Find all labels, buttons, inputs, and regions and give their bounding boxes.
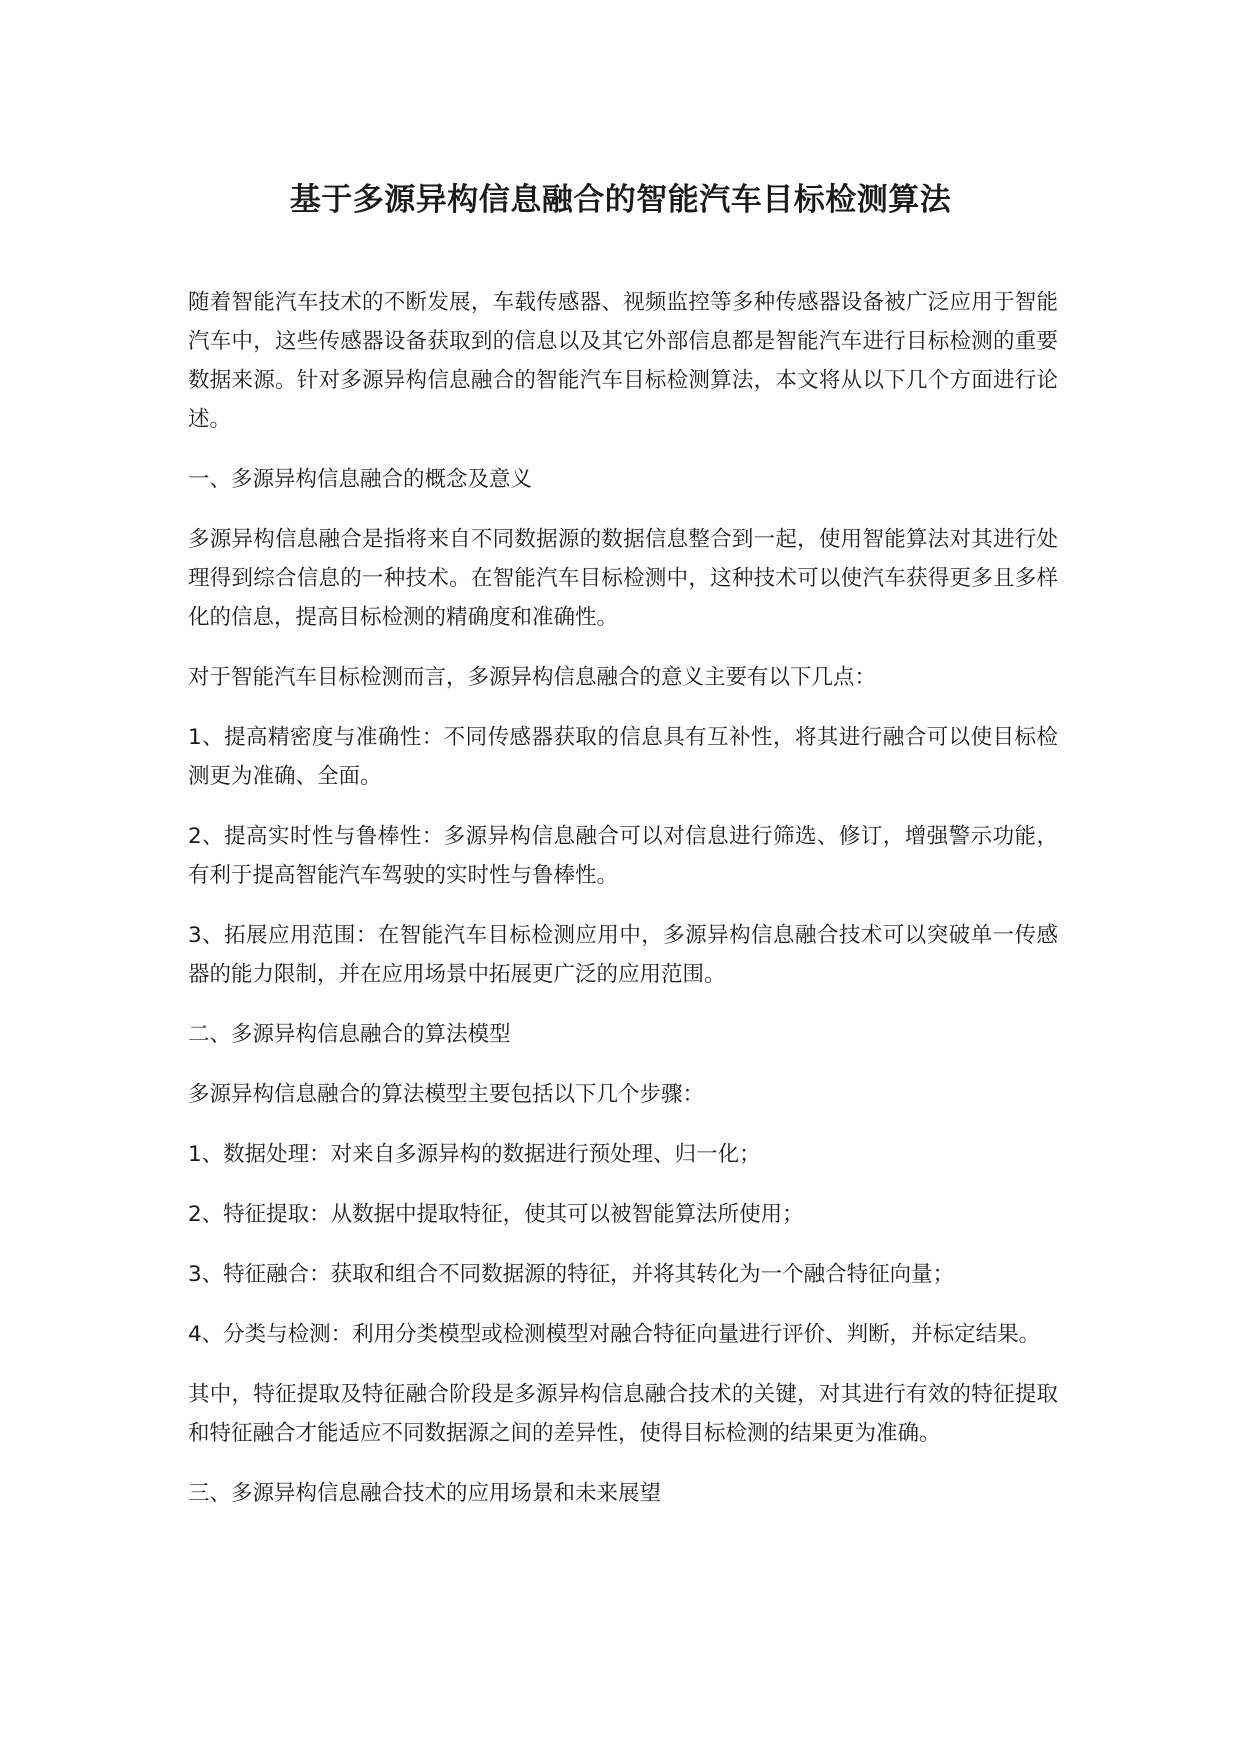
list-item-step-2: 2、特征提取：从数据中提取特征，使其可以被智能算法所使用； — [188, 1202, 804, 1227]
list-item-step-3: 3、特征融合：获取和组合不同数据源的特征，并将其转化为一个融合特征向量； — [188, 1262, 955, 1287]
list-item-significance-3: 3、拓展应用范围：在智能汽车目标检测应用中，多源异构信息融合技术可以突破单一传感器的能力限制，并在应用场景中拓展更广泛的应用范围。 — [188, 923, 1058, 987]
list-item-step-4: 4、分类与检测：利用分类模型或检测模型对融合特征向量进行评价、判断，并标定结果。 — [188, 1322, 1041, 1347]
section-heading-2: 二、多源异构信息融合的算法模型 — [188, 1022, 511, 1047]
list-item-significance-2: 2、提高实时性与鲁棒性：多源异构信息融合可以对信息进行筛选、修订，增强警示功能，有利于提高智能汽车驾驶的实时性与鲁棒性。 — [188, 824, 1058, 888]
list-item-step-1: 1、数据处理：对来自多源异构的数据进行预处理、归一化； — [188, 1142, 761, 1167]
page-title: 基于多源异构信息融合的智能汽车目标检测算法 — [289, 182, 952, 218]
paragraph-model-intro: 多源异构信息融合的算法模型主要包括以下几个步骤： — [188, 1082, 705, 1107]
list-item-significance-1: 1、提高精密度与准确性：不同传感器获取的信息具有互补性，将其进行融合可以使目标检测更为准确、全面。 — [188, 725, 1058, 789]
section-heading-1: 一、多源异构信息融合的概念及意义 — [188, 467, 533, 492]
document-body — [188, 283, 1058, 1534]
paragraph-intro: 随着智能汽车技术的不断发展，车载传感器、视频监控等多种传感器设备被广泛应用于智能汽车中，这些传感器设备获取到的信息以及其它外部信息都是智能汽车进行目标检测的重要数据来源。针对多源异构信息融合的智能汽车目标检测算法，本文将从以下几个方面进行论述。 — [188, 290, 1058, 432]
section-heading-3: 三、多源异构信息融合技术的应用场景和未来展望 — [188, 1481, 662, 1506]
paragraph-concept: 多源异构信息融合是指将来自不同数据源的数据信息整合到一起，使用智能算法对其进行处理得到综合信息的一种技术。在智能汽车目标检测中，这种技术可以使汽车获得更多且多样化的信息，提高目标检测的精确度和准确性。 — [188, 527, 1058, 630]
paragraph-significance-intro: 对于智能汽车目标检测而言，多源异构信息融合的意义主要有以下几点： — [188, 665, 877, 690]
paragraph-key-stage: 其中，特征提取及特征融合阶段是多源异构信息融合技术的关键，对其进行有效的特征提取和特征融合才能适应不同数据源之间的差异性，使得目标检测的结果更为准确。 — [188, 1382, 1058, 1446]
